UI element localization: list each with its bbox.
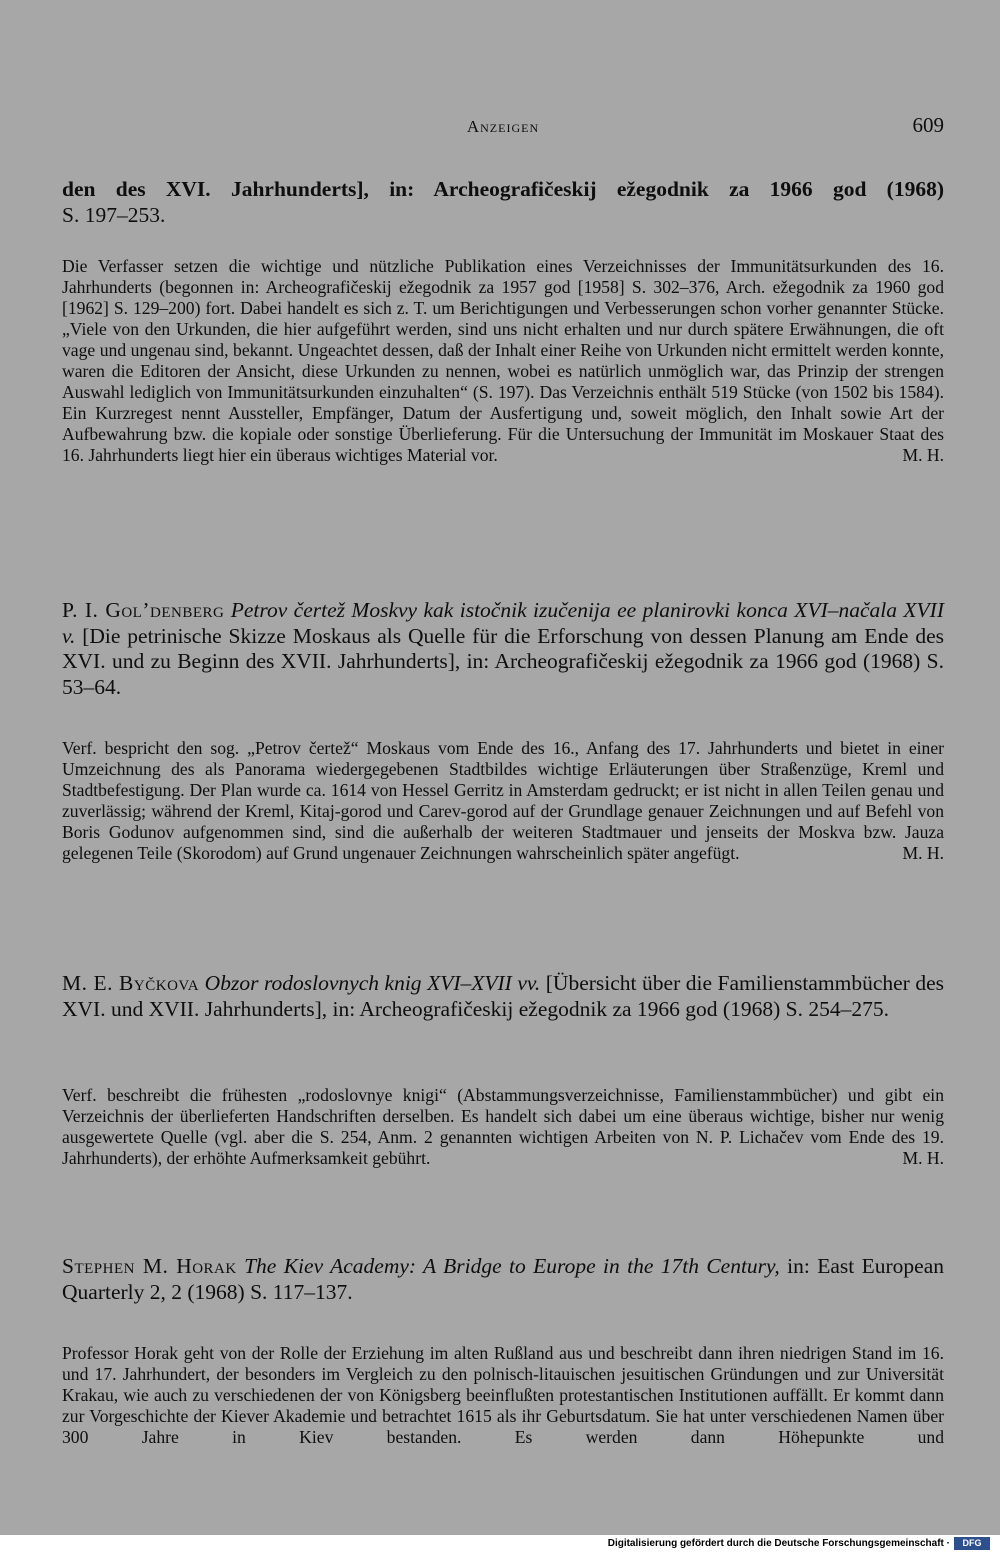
entry-4-review bbox=[62, 1343, 944, 1469]
entry-1-citation bbox=[62, 177, 944, 228]
entry-1-citation-line-1: den des XVI. Jahrhunderts], in: Archeografičeskij ežegodnik za 1966 god (1968) bbox=[62, 177, 944, 201]
entry-4-review-text: Professor Horak geht von der Rolle der Erziehung im alten Rußland aus und beschreibt dann ihren niedrigen Stand im 16. und 17. Jahrhundert, der besonders im Vergleich zu den polnisch-litauischen jesuitischen Gründungen und zur Universität Krakau, wie auch zu verschiedenen der von Königsberg beeinflußten protestantischen Institutionen auffällt. Er kommt dann zur Vorgeschichte der Kiever Akademie und betrachtet 1615 als ihr Geburtsdatum. Sie hat unter verschiedenen Namen über 300 Jahre in Kiev bestanden. Es werden dann Höhepunkte und bbox=[62, 1343, 944, 1447]
entry-2-review bbox=[62, 738, 944, 864]
entry-4-author: Stephen M. Horak bbox=[62, 1254, 237, 1278]
entry-1-signature: M. H. bbox=[902, 445, 944, 465]
entry-2-review-text: Verf. bespricht den sog. „Petrov čertež“ Moskaus vom Ende des 16., Anfang des 17. Jahrhunderts und bietet in einer Umzeichnung des als Panorama wiedergegebenen Stadtbildes wichtige Erläuterungen über Straßenzüge, Kreml und Stadtbefestigung. Der Plan wurde ca. 1614 von Hessel Gerritz in Amsterdam gedruckt; er ist nicht in allen Teilen genau und zuverlässig; während der Kreml, Kitaj-gorod und Carev-gorod auf der Grundlage genauer Zeichnungen und auf Befehl von Boris Godunov aufgenommen sind, sind die außerhalb der weiteren Stadtmauer und jenseits der Moskva bzw. Jauza gelegenen Teile (Skorodom) auf Grund ungenauer Zeichnungen wahrscheinlich später angefügt. bbox=[62, 738, 944, 863]
funding-notice: Digitalisierung gefördert durch die Deutsche Forschungsgemeinschaft · bbox=[607, 1538, 950, 1549]
digitization-footer bbox=[0, 1535, 1000, 1554]
entry-3-review bbox=[62, 1085, 944, 1169]
entry-3-title: Obzor rodoslovnych knig XVI–XVII vv. bbox=[204, 971, 541, 995]
entry-3-signature: M. H. bbox=[902, 1148, 944, 1168]
entry-2-citation bbox=[62, 598, 944, 700]
entry-2-details: [Die petrinische Skizze Moskaus als Quelle für die Erforschung von dessen Planung am Ende des XVI. und zu Beginn des XVII. Jahrhunderts], in: Archeografičeskij ežegodnik za 1966 god (1968) S. 53–64. bbox=[62, 623, 944, 699]
entry-4-title: The Kiev Academy: A Bridge to Europe in the 17th Century, bbox=[244, 1254, 780, 1278]
entry-3-details: [Übersicht über die Familienstammbücher des XVI. und XVII. Jahrhunderts], in: Archeografičeskij ežegodnik za 1966 god (1968) S. 254–275. bbox=[62, 971, 945, 1021]
dfg-logo: DFG bbox=[954, 1537, 990, 1550]
entry-1-review-text: Die Verfasser setzen die wichtige und nützliche Publikation eines Verzeichnisses der Immunitätsurkunden des 16. Jahrhunderts (begonnen in: Archeografičeskij ežegodnik za 1957 god [1958] S. 302–376, Arch. ežegodnik za 1960 god [1962] S. 129–200) fort. Dabei handelt es sich z. T. um Berichtigungen und Verbesserungen schon vorher genannter Stücke. „Viele von den Urkunden, die hier aufgeführt werden, sind uns nicht erhalten und nur durch spätere Erwähnungen, die oft vage und ungenau sind, bekannt. Ungeachtet dessen, daß der Inhalt einer Reihe von Urkunden nicht ermittelt werden konnte, waren die Editoren der Ansicht, diese Urkunden zu nennen, wobei es natürlich unmöglich war, das Prinzip der strengen Auswahl lediglich von Immunitätsurkunden einzuhalten“ (S. 197). Das Verzeichnis enthält 519 Stücke (von 1502 bis 1584). Ein Kurzregest nennt Aussteller, Empfänger, Datum der Ausfertigung und, soweit möglich, den Inhalt sowie Art der Aufbewahrung bzw. die kopiale oder sonstige Überlieferung. Für die Untersuchung der Immunität im Moskauer Staat des 16. Jahrhunderts liegt hier ein überaus wichtiges Material vor. bbox=[62, 256, 944, 465]
entry-3-review-text: Verf. beschreibt die frühesten „rodoslovnye knigi“ (Abstammungsverzeichnisse, Familienstammbücher) und gibt ein Verzeichnis der überlieferten Handschriften derselben. Es handelt sich dabei um eine überaus wichtige, bisher nur wenig ausgewertete Quelle (vgl. aber die S. 254, Anm. 2 genannten wichtigen Arbeiten von N. P. Lichačev vom Ende des 19. Jahrhunderts), der erhöhte Aufmerksamkeit gebührt. bbox=[62, 1085, 944, 1168]
entry-1-review bbox=[62, 256, 944, 466]
entry-1-citation-line-2: S. 197–253. bbox=[62, 202, 166, 227]
entry-2-author: P. I. Gol’denberg bbox=[62, 598, 225, 622]
running-head: Anzeigen bbox=[466, 117, 540, 136]
entry-3-citation bbox=[62, 971, 944, 1022]
entry-4-details: in: East European Quarterly 2, 2 (1968) S. 117–137. bbox=[62, 1254, 944, 1304]
entry-2-signature: M. H. bbox=[902, 843, 944, 863]
entry-3-author: M. E. Byčkova bbox=[62, 971, 200, 995]
entry-2-title: Petrov čertež Moskvy kak istočnik izučenija ee planirovki konca XVI–načala XVII v. bbox=[62, 598, 945, 648]
page-number: 609 bbox=[912, 113, 944, 137]
page-header bbox=[62, 115, 944, 145]
entry-4-citation bbox=[62, 1254, 944, 1305]
